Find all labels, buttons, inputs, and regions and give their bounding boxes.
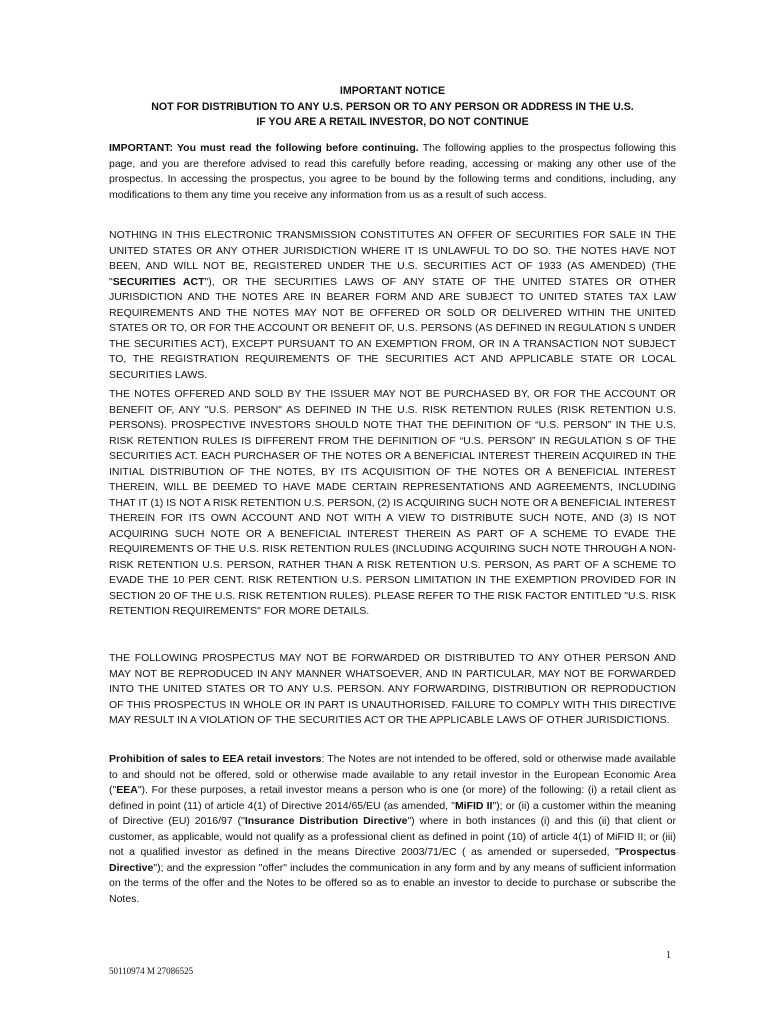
important-lead: IMPORTANT: You must read the following before continuing. (109, 142, 419, 154)
securities-act-paragraph (109, 228, 676, 383)
paragraph-text: "), OR THE SECURITIES LAWS OF ANY STATE OF THE UNITED STATES OR OTHER JURISDICTION AND THE NOTES ARE IN BEARER FORM AND ARE SUBJECT TO UNITED STATES TAX LAW REQUIREMENTS AND THE NOTES MAY NOT BE OFFERED OR SOLD OR DELIVERED WITHIN THE UNITED STATES OR TO, OR FOR THE ACCOUNT OR BENEFIT OF, U.S. PERSONS (AS DEFINED IN REGULATION S UNDER THE SECURITIES ACT), EXCEPT PURSUANT TO AN EXEMPTION FROM, OR IN A TRANSACTION NOT SUBJECT TO, THE REGISTRATION REQUIREMENTS OF THE SECURITIES ACT AND APPLICABLE STATE OR LOCAL SECURITIES LAWS. (109, 275, 676, 381)
document-reference: 50110974 M 27086525 (109, 966, 194, 976)
eea-lead: Prohibition of sales to EEA retail investors (109, 753, 322, 765)
paragraph-text: THE FOLLOWING PROSPECTUS MAY NOT BE FORWARDED OR DISTRIBUTED TO ANY OTHER PERSON AND MAY NOT BE REPRODUCED IN ANY MANNER WHATSOEVER, AND IN PARTICULAR, MAY NOT BE FORWARDED INTO THE UNITED STATES OR TO ANY U.S. PERSON. ANY FORWARDING, DISTRIBUTION OR REPRODUCTION OF THIS PROSPECTUS IN WHOLE OR IN PART IS UNAUTHORISED. FAILURE TO COMPLY WITH THIS DIRECTIVE MAY RESULT IN A VIOLATION OF THE SECURITIES ACT OR THE APPLICABLE LAWS OF OTHER JURISDICTIONS. (109, 652, 676, 726)
defined-term-securities-act: SECURITIES ACT (112, 275, 205, 288)
paragraph-text: ") where in both instances (i) and this (ii) that client or customer, as applicable, would not qualify as a professional client as defined in point (10) of article 4(1) of MiFID II; or (iii) not a qualified investor as defined in the means Directive 2003/71/EC ( as amended or superseded, " (109, 815, 676, 858)
defined-term-idd: Insurance Distribution Directive (244, 815, 408, 827)
forwarding-paragraph (109, 651, 676, 729)
defined-term-eea: EEA (116, 784, 138, 796)
notice-header (109, 84, 676, 131)
paragraph-text: "); and the expression "offer" includes the communication in any form and by any means of sufficient information on the terms of the offer and the Notes to be offered so as to enable an investor to decide to purchase or subscribe the Notes. (109, 861, 676, 905)
important-paragraph (109, 141, 676, 203)
notice-title: IMPORTANT NOTICE (339, 85, 446, 97)
paragraph-text: : The Notes are not intended to be offered, sold or otherwise made available to and should not be offered, sold or otherwise made available to any retail investor in the European Economic Area (" (109, 753, 676, 796)
distribution-restriction: NOT FOR DISTRIBUTION TO ANY U.S. PERSON OR TO ANY PERSON OR ADDRESS IN THE U.S. (151, 100, 634, 113)
paragraph-text: NOTHING IN THIS ELECTRONIC TRANSMISSION CONSTITUTES AN OFFER OF SECURITIES FOR SALE IN THE UNITED STATES OR ANY OTHER JURISDICTION WHERE IT IS UNLAWFUL TO DO SO. THE NOTES HAVE NOT BEEN, AND WILL NOT BE, REGISTERED UNDER THE U.S. SECURITIES ACT OF 1933 (AS AMENDED) (THE " (109, 229, 676, 288)
paragraph-text: "). For these purposes, a retail investor means a person who is one (or more) of the following: (i) a retail client as defined in point (11) of article 4(1) of Directive 2014/65/EU (as amended, " (109, 784, 676, 812)
eea-prohibition-paragraph (109, 752, 676, 907)
page-number: 1 (666, 950, 671, 961)
paragraph-text: "); or (ii) a customer within the meaning of Directive (EU) 2016/97 (" (109, 799, 676, 827)
retail-investor-warning: IF YOU ARE A RETAIL INVESTOR, DO NOT CONTINUE (256, 116, 529, 128)
defined-term-mifid: MiFID II (454, 799, 493, 812)
paragraph-text: THE NOTES OFFERED AND SOLD BY THE ISSUER MAY NOT BE PURCHASED BY, OR FOR THE ACCOUNT OR BENEFIT OF, ANY "U.S. PERSON" AS DEFINED IN THE U.S. RISK RETENTION RULES (RISK RETENTION U.S. PERSONS). PROSPECTIVE INVESTORS SHOULD NOTE THAT THE DEFINITION OF “U.S. PERSON” IN THE U.S. RISK RETENTION RULES IS DIFFERENT FROM THE DEFINITION OF “U.S. PERSON” IN REGULATION S OF THE SECURITIES ACT. EACH PURCHASER OF THE NOTES OR A BENEFICIAL INTEREST THEREIN ACQUIRED IN THE INITIAL DISTRIBUTION OF THE NOTES, BY ITS ACQUISITION OF THE NOTES OR A BENEFICIAL INTEREST THEREIN, WILL BE DEEMED TO HAVE MADE CERTAIN REPRESENTATIONS AND AGREEMENTS, INCLUDING THAT IT (1) IS NOT A RISK RETENTION U.S. PERSON, (2) IS ACQUIRING SUCH NOTE OR A BENEFICIAL INTEREST THEREIN FOR ITS OWN ACCOUNT AND NOT WITH A VIEW TO DISTRIBUTE SUCH NOTE, AND (3) IS NOT ACQUIRING SUCH NOTE OR A BENEFICIAL INTEREST THEREIN AS PART OF A SCHEME TO EVADE THE REQUIREMENTS OF THE U.S. RISK RETENTION RULES (INCLUDING ACQUIRING SUCH NOTE THROUGH A NON-RISK RETENTION U.S. PERSON, RATHER THAN A RISK RETENTION U.S. PERSON, AS PART OF A SCHEME TO EVADE THE 10 PER CENT. RISK RETENTION U.S. PERSON LIMITATION IN THE EXEMPTION PROVIDED FOR IN SECTION 20 OF THE U.S. RISK RETENTION RULES). PLEASE REFER TO THE RISK FACTOR ENTITLED "U.S. RISK RETENTION REQUIREMENTS" FOR MORE DETAILS. (109, 388, 676, 617)
defined-term-prospectus-directive: Prospectus Directive (109, 846, 676, 874)
risk-retention-paragraph (109, 387, 676, 620)
important-text: The following applies to the prospectus following this page, and you are therefore advised to read this carefully before reading, accessing or making any other use of the prospectus. In accessing the prospectus, you agree to be bound by the following terms and conditions, including, any modifications to them any time you receive any information from us as a result of such access. (109, 142, 676, 201)
